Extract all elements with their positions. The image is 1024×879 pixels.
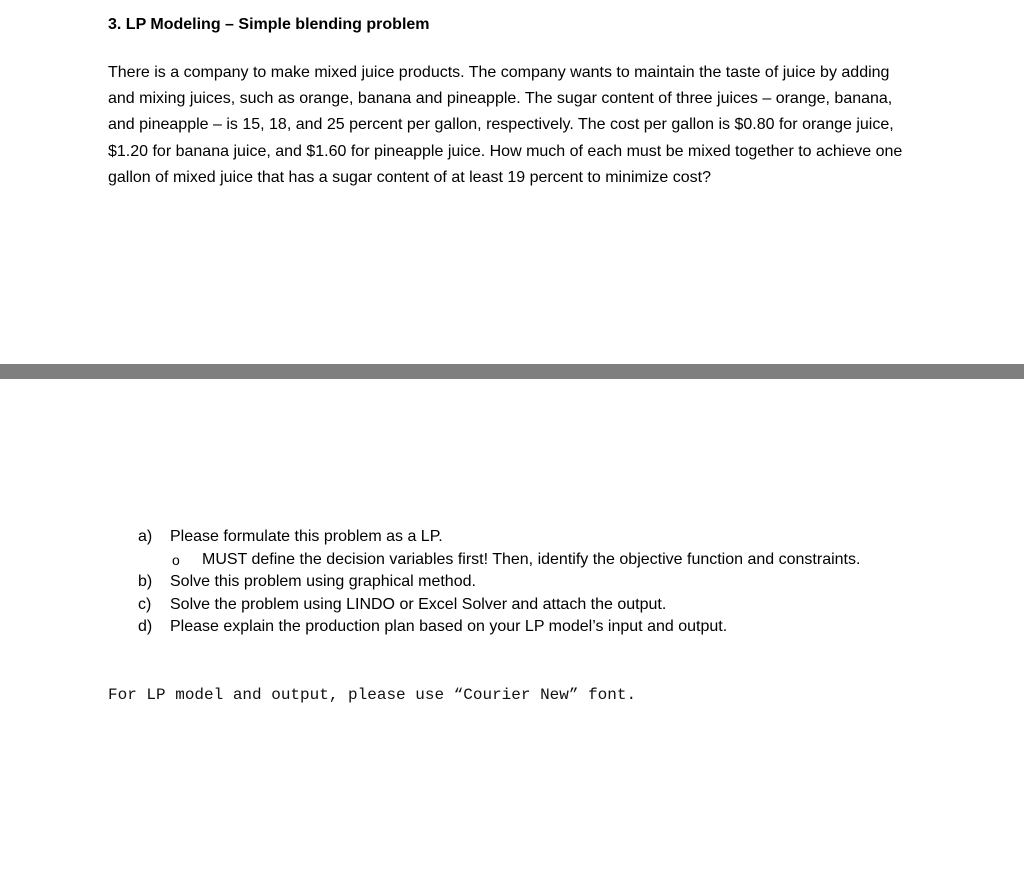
task-letter: b) bbox=[138, 573, 153, 590]
task-letter: d) bbox=[138, 618, 153, 635]
problem-section bbox=[0, 0, 1024, 364]
task-item-c bbox=[108, 594, 908, 617]
task-item-b bbox=[108, 571, 908, 594]
subtask-item bbox=[108, 549, 908, 572]
task-text: Solve this problem using graphical method. bbox=[170, 573, 476, 590]
task-text: Please formulate this problem as a LP. bbox=[170, 528, 443, 545]
problem-statement: There is a company to make mixed juice products. The company wants to maintain the taste of juice by adding and mixing juices, such as orange, banana and pineapple. The sugar content of three juices – orange, banana, and pineapple – is 15, 18, and 25 percent per gallon, respectively. The cost per gallon is $0.80 for orange juice, $1.20 for banana juice, and $1.60 for pineapple juice. How much of each must be mixed together to achieve one gallon of mixed juice that has a sugar content of at least 19 percent to minimize cost? bbox=[108, 64, 903, 186]
font-instruction-note: For LP model and output, please use “Courier New” font. bbox=[108, 686, 637, 704]
task-item-d bbox=[108, 616, 908, 639]
task-item-a bbox=[108, 526, 908, 549]
problem-heading: 3. LP Modeling – Simple blending problem bbox=[108, 16, 430, 33]
task-letter: a) bbox=[138, 528, 153, 545]
task-text: Please explain the production plan based on your LP model’s input and output. bbox=[170, 618, 728, 635]
task-list bbox=[108, 526, 908, 639]
task-letter: c) bbox=[138, 595, 152, 613]
page-divider bbox=[0, 364, 1024, 379]
task-text: Solve the problem using LINDO or Excel Solver and attach the output. bbox=[170, 595, 667, 613]
subtask-text: MUST define the decision variables first! Then, identify the objective function and constraints. bbox=[202, 550, 861, 568]
circle-bullet-icon: o bbox=[172, 551, 180, 568]
